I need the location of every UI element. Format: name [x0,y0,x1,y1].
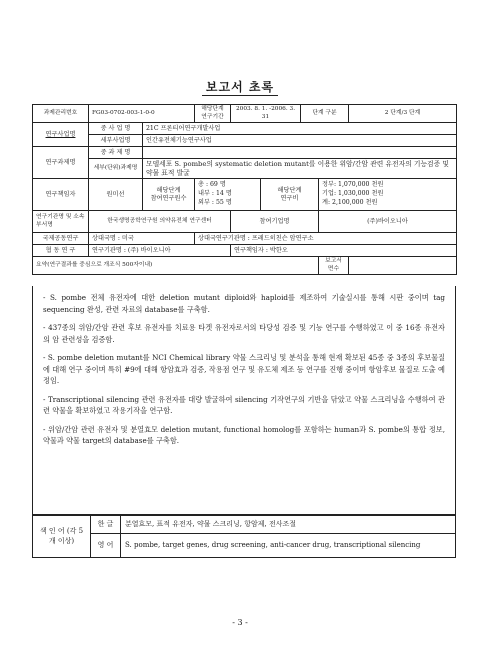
main-task [143,147,457,159]
project-no-label: 과제관리번호 [33,105,89,123]
intl-country: 상대국명 : 미국 [89,233,195,245]
main-program-label: 중 사 업 명 [89,123,143,135]
cost-label: 해당단계 연구비 [261,179,319,211]
researcher-counts: 총 : 69 명 내부 : 14 명 외부 : 55 명 [195,179,261,211]
intl-label: 국제공동연구 [33,233,89,245]
keywords-ko: 분열효모, 표적 유전자, 약물 스크리닝, 항암제, 전사조절 [121,516,456,534]
page-number: - 3 - [232,618,248,627]
pages [349,257,457,275]
stage-label: 단계 구분 [301,105,349,123]
org: 한국생명공학연구원 의약유전체 연구센터 [89,211,231,233]
costs: 정부: 1,070,000 천원 기업: 1,030,000 천원 계: 2,100,000 천원 [319,179,457,211]
keywords-en-label: 영 어 [91,534,121,558]
sub-task: 모델세포 S. pombe의 systematic deletion mutant를 이용한 위암/간암 관련 유전자의 기능검증 및 약물 표적 발굴 [143,159,457,179]
keywords-en: S. pombe, target genes, drug screening, anti-cancer drug, transcriptional silencing [121,534,456,558]
collab-label: 협 동 연 구 [33,245,89,257]
keywords-table [32,515,456,558]
period: 2003. 8. 1. -2006. 3. 31 [231,105,301,123]
report-title: 보고서 초록 [0,78,480,95]
pi-label: 연구책임자 [33,179,89,211]
summary-item: - 위암/간암 관련 유전자 및 분열효모 deletion mutant, functional homolog를 포함하는 human과 S. pombe의 통합 정보, 약물과 약물 target의 database를 구축함. [43,424,445,446]
keywords-label: 색 인 어 (각 5개 이상) [33,516,91,558]
period-label: 해당단계 연구기간 [195,105,231,123]
sub-task-label: 세부(단위)과제명 [89,159,143,179]
sub-program: 인간유전체기능연구사업 [143,135,457,147]
program-label: 연구사업명 [33,123,89,147]
summary-label: 요약(연구결과를 중심으로 개조식 500자이내) [33,257,319,275]
project-info-table [32,104,457,275]
main-task-label: 중 과 제 명 [89,147,143,159]
collab-org: 연구기관명 : (주) 바이오니아 [89,245,231,257]
partner-label: 참여기업명 [231,211,319,233]
stage: 2 단계/3 단계 [349,105,457,123]
project-no: FG03-0702-003-1-0-0 [89,105,195,123]
summary-box [32,286,456,515]
summary-item: - 437종의 위암/간암 관련 후보 유전자를 치료용 타겟 유전자로서의 타당성 검증 및 기능 연구를 수행하였고 이 중 16종 유전자의 암 관련성을 검증함. [43,323,445,344]
pages-label: 보고서 면수 [319,257,349,275]
pi: 원미선 [89,179,143,211]
summary-item: - S. pombe deletion mutant를 NCI Chemical library 약물 스크리닝 및 분석을 통해 현재 확보된 45종 중 3종의 후보물질에 대해 연구 중이며 특히 #9에 대해 항암효과 검증, 작용점 연구 및 유도체 제조 등 연구를 진행 중이며 항암후보 물질로 도출 예정임. [43,353,445,386]
keywords-ko-label: 한 글 [91,516,121,534]
org-label: 연구기관명 및 소속부서명 [33,211,89,233]
sub-program-label: 세부사업명 [89,135,143,147]
summary-item: - Transcriptional silencing 관련 유전자를 대량 발굴하여 silencing 기작연구의 기반을 닦았고 약물 스크리닝을 수행하여 관련 약물을 확보하였고 작용기작을 연구함. [43,394,445,416]
researchers-label: 해당단계 참여연구원수 [143,179,195,211]
collab-pi: 연구책임자 : 박한오 [231,245,457,257]
intl-org: 상대국연구기관명 : 프레드히친슨 암연구소 [195,233,457,245]
partner: (주)바이오니아 [319,211,457,233]
summary-item: - S. pombe 전체 유전자에 대한 deletion mutant diploid와 haploid를 제조하여 기술실시를 통해 시판 중이며 tag sequencing 완성, 관련 자료의 database를 구축함. [43,293,445,314]
task-label: 연구과제명 [33,147,89,179]
main-program: 21C 프론티어연구개발사업 [143,123,457,135]
